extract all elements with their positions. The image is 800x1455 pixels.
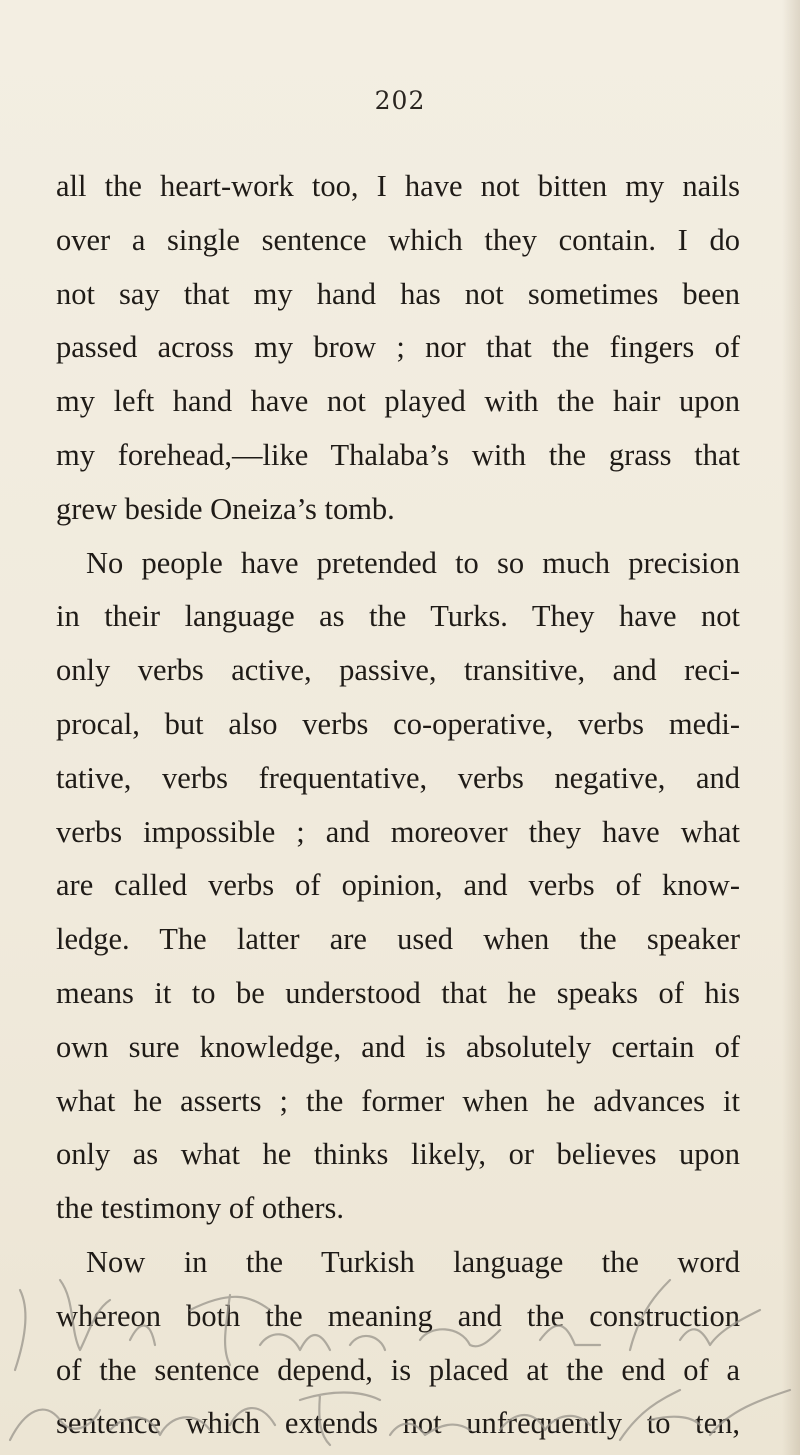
paragraph-start-line: Now in the Turkish language the word (86, 1244, 740, 1279)
text-line: not say that my hand has not sometimes been (56, 276, 740, 311)
text-line: only as what he thinks likely, or believes upon (56, 1137, 740, 1172)
text-line: over a single sentence which they contain. I do (56, 222, 740, 257)
text-line: grew beside Oneiza’s tomb. (56, 491, 395, 526)
page-edge-shadow (782, 0, 800, 1455)
page-number: 202 (374, 86, 426, 115)
text-line: verbs impossible ; and moreover they have what (56, 814, 740, 849)
text-line: procal, but also verbs co-operative, verbs medi- (56, 706, 740, 741)
text-line: all the heart-work too, I have not bitten my nails (56, 169, 740, 203)
handwritten-pencil-note (0, 1250, 800, 1455)
text-line: of the sentence depend, is placed at the end of a (56, 1352, 740, 1387)
text-line: are called verbs of opinion, and verbs of know- (56, 868, 740, 903)
text-line: own sure knowledge, and is absolutely certain of (56, 1029, 740, 1064)
text-line: in their language as the Turks. They have not (56, 599, 740, 634)
text-line: my left hand have not played with the hair upon (56, 384, 740, 419)
text-line: my forehead,—like Thalaba’s with the grass that (56, 437, 740, 472)
text-line: ledge. The latter are used when the speaker (56, 922, 740, 957)
text-line: what he asserts ; the former when he advances it (56, 1083, 740, 1118)
text-line: only verbs active, passive, transitive, and reci- (56, 653, 740, 688)
text-line: tative, verbs frequentative, verbs negative, and (56, 760, 740, 795)
text-line: sentence which extends not unfrequently to ten, (56, 1406, 740, 1441)
text-line: passed across my brow ; nor that the fingers of (56, 330, 740, 365)
paragraph-start-line: No people have pretended to so much precision (86, 545, 740, 580)
text-line: whereon both the meaning and the construction (56, 1298, 740, 1333)
text-line: means it to be understood that he speaks of his (56, 975, 740, 1010)
text-line: the testimony of others. (56, 1191, 345, 1226)
